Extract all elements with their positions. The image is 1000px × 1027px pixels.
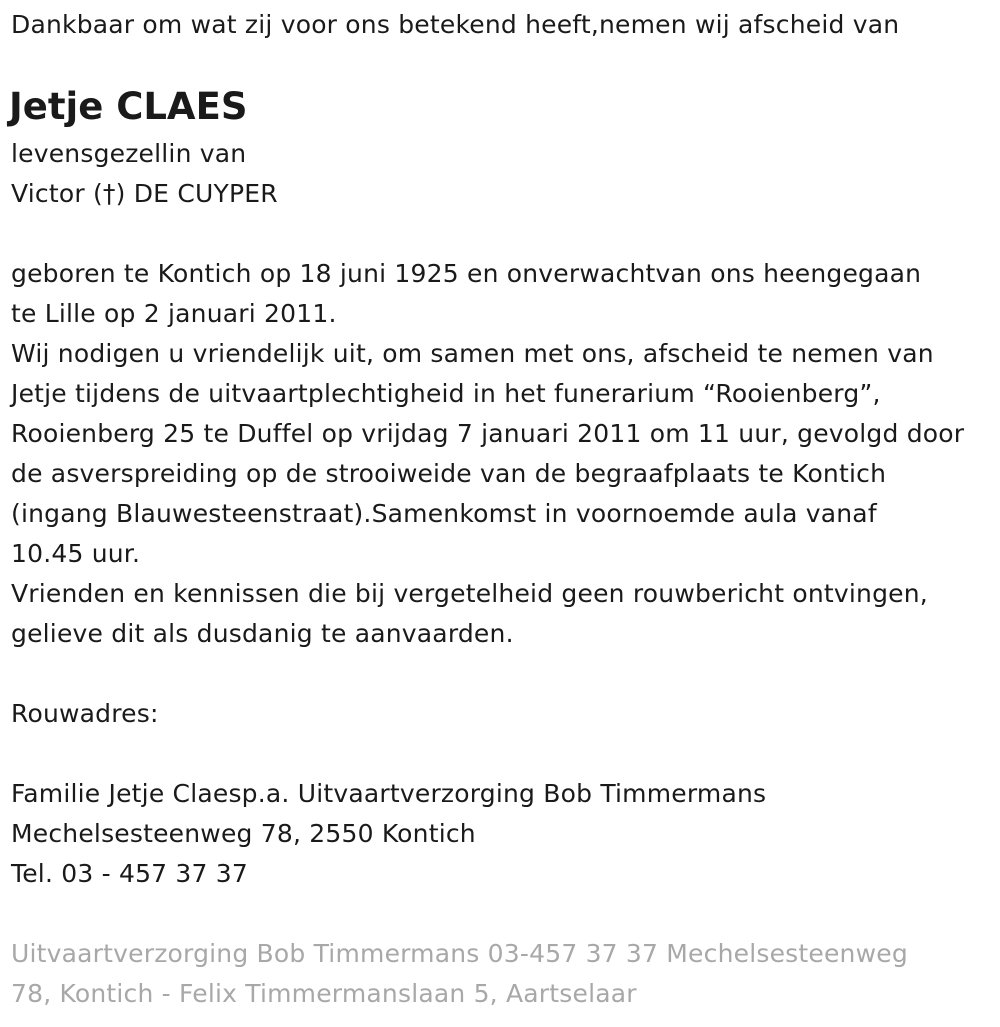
body-line: Rooienberg 25 te Duffel op vrijdag 7 januari 2011 om 11 uur, gevolgd door xyxy=(11,419,965,448)
address-line: Mechelsesteenweg 78, 2550 Kontich xyxy=(11,819,476,848)
address-line: Tel. 03 - 457 37 37 xyxy=(11,859,249,888)
body-line: te Lille op 2 januari 2011. xyxy=(11,299,337,328)
body-line: gelieve dit als dusdanig te aanvaarden. xyxy=(11,619,514,648)
relation-text: levensgezellin van xyxy=(11,139,247,168)
body-line: de asverspreiding op de strooiweide van de begraafplaats te Kontich xyxy=(11,459,887,488)
footer-line: 78, Kontich - Felix Timmermanslaan 5, Aartselaar xyxy=(11,979,637,1008)
intro-text: Dankbaar om wat zij voor ons betekend heeft,nemen wij afscheid van xyxy=(11,10,900,39)
deceased-name: Jetje CLAES xyxy=(9,85,248,128)
address-label: Rouwadres: xyxy=(11,699,159,728)
body-line: Wij nodigen u vriendelijk uit, om samen met ons, afscheid te nemen van xyxy=(11,339,934,368)
address-line: Familie Jetje Claesp.a. Uitvaartverzorging Bob Timmermans xyxy=(11,779,767,808)
partner-name: Victor (†) DE CUYPER xyxy=(11,179,278,208)
body-line: geboren te Kontich op 18 juni 1925 en onverwachtvan ons heengegaan xyxy=(11,259,922,288)
body-line: Vrienden en kennissen die bij vergetelheid geen rouwbericht ontvingen, xyxy=(11,579,928,608)
body-line: 10.45 uur. xyxy=(11,539,141,568)
body-line: Jetje tijdens de uitvaartplechtigheid in het funerarium “Rooienberg”, xyxy=(11,379,881,408)
footer-line: Uitvaartverzorging Bob Timmermans 03-457 37 37 Mechelsesteenweg xyxy=(11,939,908,968)
body-line: (ingang Blauwesteenstraat).Samenkomst in voornoemde aula vanaf xyxy=(11,499,877,528)
